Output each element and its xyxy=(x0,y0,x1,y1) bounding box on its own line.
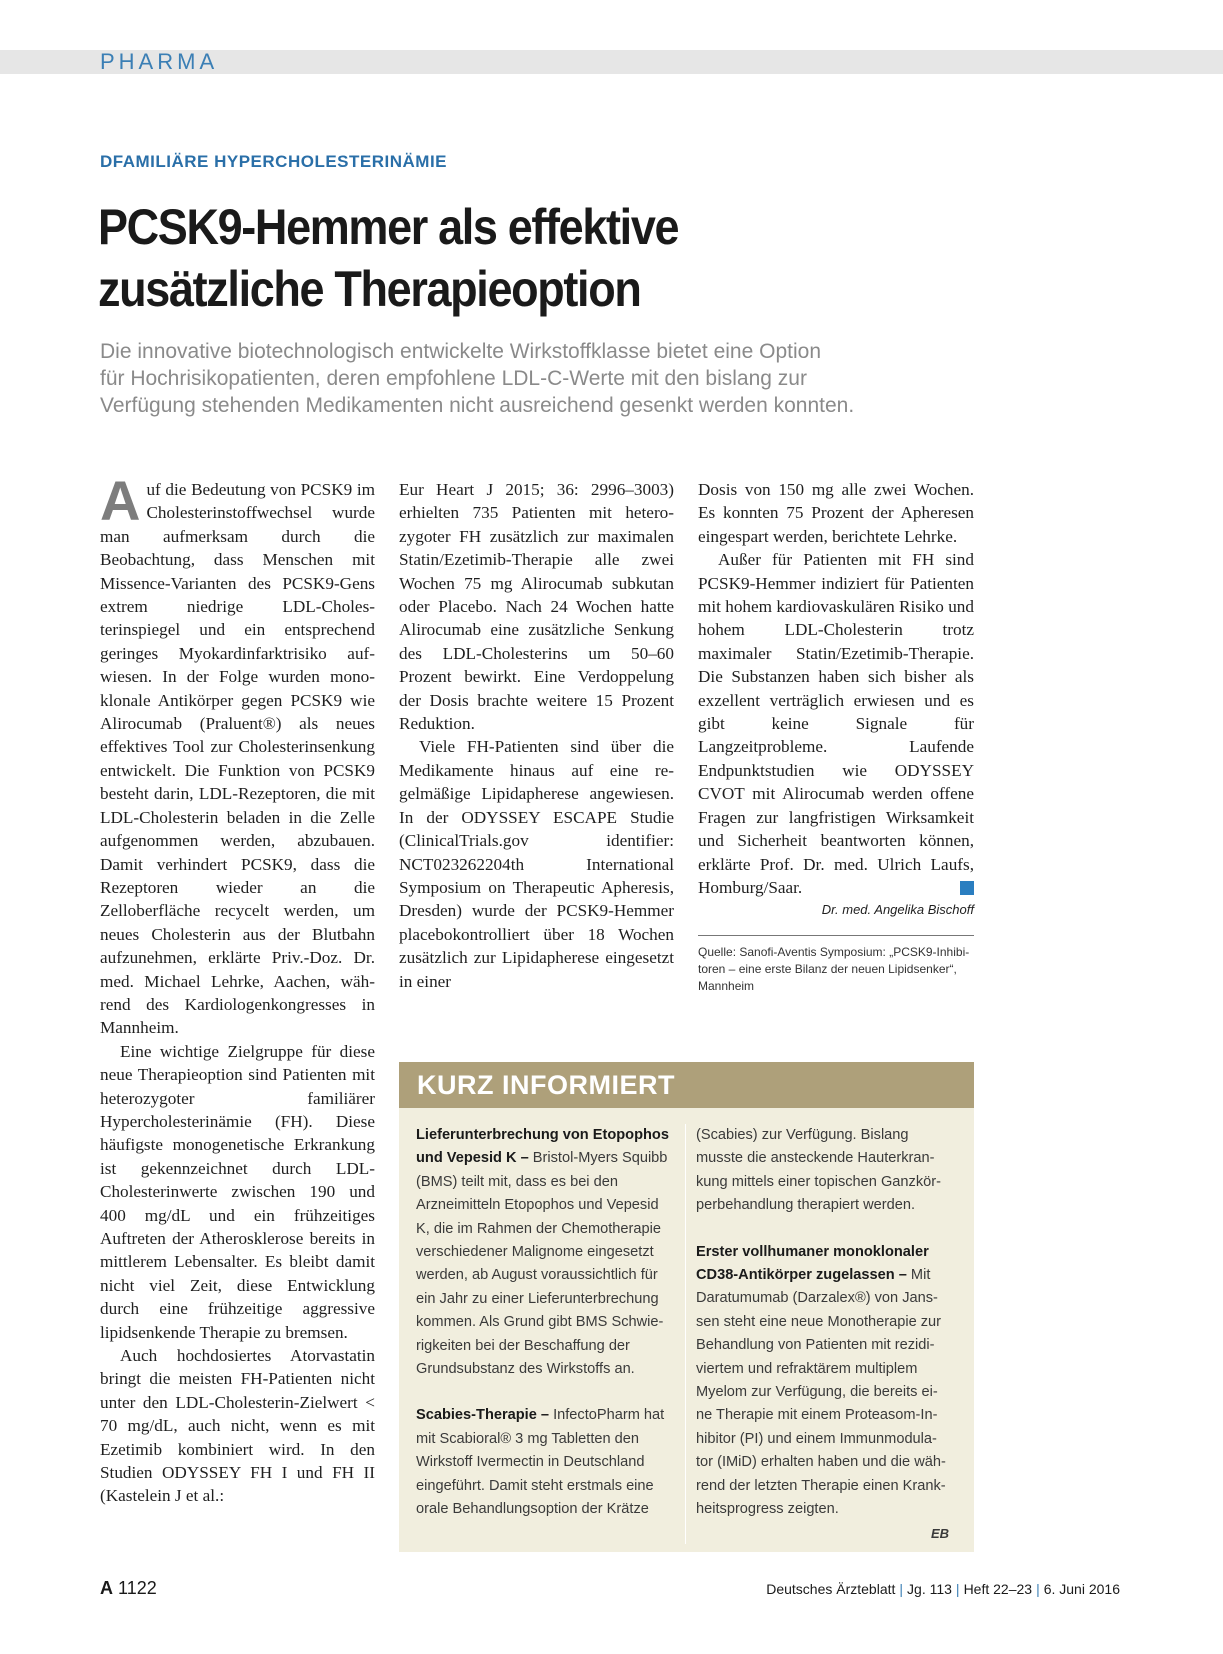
article-paragraph: Eine wichtige Zielgruppe für diese neue Therapieoption sind Patienten mit heterozygoter familiärer Hypercholesterinämie (FH). Diese häufigste monogenetische Erkrankung ist gekennzeichnet durch LDL-Cholesterinwerte zwischen 190 und 400 mg/dL und ein frühzeitiges Auftreten der Atherosklerose bereits in mittlerem Lebensalter. Es bleibt damit nicht viel Zeit, diese Entwicklung durch eine frühzeitige aggressive lipidsenkende Therapie zu bremsen. xyxy=(100,1041,375,1342)
news-item xyxy=(696,1241,949,1522)
article-source: Quelle: Sanofi-Aventis Symposium: „PCSK9-Inhibitoren – eine erste Bilanz der neuen Lipidsenker“, Mannheim xyxy=(698,945,970,994)
article-paragraph: Dosis von 150 mg alle zwei Wochen. Es konnten 75 Prozent der Apheresen eingespart werden, berichtete Lehrke. xyxy=(698,480,974,546)
paragraph-text: uf die Bedeutung von PCSK9 im Cholesterinstoffwechsel wurde man aufmerksam durch die Beobachtung, dass Menschen mit Missence-Varianten des PCSK9-Gens extrem niedrige LDL-Cholesterinspiegel und ein entsprechend geringes Myokardinfarktrisiko aufwiesen. In der Folge wurden monoklonale Antikörper gegen PCSK9 wie Alirocumab (Praluent®) als neues effektives Tool zur Cholesterinsenkung entwickelt. Die Funktion von PCSK9 besteht darin, LDL-Rezeptoren, die mit LDL-Cholesterin beladen in die Zelle aufgenommen werden, abzubauen. Damit verhindert PCSK9, dass die Rezeptoren wieder an die Zelloberfläche recycelt werden, um neues Cholesterin aus der Blutbahn aufzunehmen, erklärte Priv.-Doz. Dr. med. Michael Lehrke, Aachen, während des Kardiologenkongresses in Mannheim. xyxy=(100,480,375,1038)
news-item-title: Lieferunterbrechung von Etopophos und Vepesid K – xyxy=(416,1127,669,1167)
article-kicker: DFAMILIÄRE HYPERCHOLESTERINÄMIE xyxy=(100,152,448,171)
news-item-text: Mit Daratumumab (Darzalex®) von Janssen steht eine neue Monotherapie zur Behandlung von Patienten mit rezidiviertem und refraktärem multiplem Myelom zur Verfügung, die bereits eine Therapie mit einem Proteasom-Inhibitor (PI) und einem Immunmodulator (IMiD) erhalten haben und die während der letzten Therapie einen Krankheitsprogress zeigten. xyxy=(696,1267,946,1518)
kurz-informiert-box xyxy=(399,1062,974,1552)
news-item xyxy=(416,1404,669,1521)
page-number xyxy=(100,1578,157,1599)
lead-line: Verfügung stehenden Medikamenten nicht ausreichend gesenkt werden konnten. xyxy=(100,394,855,417)
article-column-3 xyxy=(698,478,974,995)
article-headline xyxy=(98,196,998,320)
journal-info xyxy=(766,1581,1120,1597)
journal-date: 6. Juni 2016 xyxy=(1043,1581,1120,1597)
kurz-column-1 xyxy=(416,1124,669,1545)
journal-name: Deutsches Ärzteblatt xyxy=(766,1581,896,1597)
kurz-column-divider xyxy=(685,1124,686,1544)
headline-line: zusätzliche Therapieoption xyxy=(98,261,641,317)
kurz-informiert-title: KURZ INFORMIERT xyxy=(399,1062,974,1108)
drop-cap: A xyxy=(100,469,141,532)
lead-line: für Hochrisikopatienten, deren empfohlene LDL-C-Werte mit den bislang zur xyxy=(100,367,807,390)
journal-volume: Jg. 113 xyxy=(907,1581,952,1597)
news-item-title: Erster vollhumaner monoklonaler CD38-Antikörper zugelassen – xyxy=(696,1243,929,1284)
page-number-value: 1122 xyxy=(118,1578,157,1598)
separator: | xyxy=(899,1581,904,1597)
page-prefix: A xyxy=(100,1578,113,1598)
news-item-text: Bristol-Myers Squibb (BMS) teilt mit, dass es bei den Arzneimitteln Etopophos und Vepesid K, die im Rahmen der Chemotherapie verschiedener Malignome eingesetzt werden, ab August voraussichtlich für ein Jahr zu einer Lieferunterbrechung kommen. Als Grund gibt BMS Schwierigkeiten bei der Beschaffung der Grundsubstanz des Wirkstoffs an. xyxy=(416,1150,668,1378)
article-paragraph: Eur Heart J 2015; 36: 2996–3003) erhielten 735 Patienten mit heterozygoter FH zusätzlich zur maximalen Statin/Ezetimib-Therapie alle zwei Wochen 75 mg Alirocumab subkutan oder Placebo. Nach 24 Wochen hatte Alirocumab eine zusätzliche Senkung des LDL-Cholesterins um 50–60 Prozent bewirkt. Eine Verdoppelung der Dosis brachte weitere 15 Prozent Reduktion. xyxy=(399,480,674,734)
headline-line: PCSK9-Hemmer als effektive xyxy=(98,199,679,255)
kurz-informiert-body xyxy=(399,1108,974,1552)
news-item-continued: (Scabies) zur Verfügung. Bislang musste die ansteckende Hauterkrankung mittels einer topischen Ganzkörperbehandlung therapiert werden. xyxy=(696,1127,941,1214)
article-column-2 xyxy=(399,478,674,993)
article-column-1 xyxy=(100,469,375,1508)
lead-line: Die innovative biotechnologisch entwickelte Wirkstoffklasse bietet eine Option xyxy=(100,340,821,363)
article-paragraph xyxy=(100,469,375,1040)
article-author: Dr. med. Angelika Bischoff xyxy=(821,902,974,918)
kurz-column-2 xyxy=(696,1124,949,1545)
separator: | xyxy=(1036,1581,1040,1597)
source-divider xyxy=(698,935,974,936)
news-item-text: InfectoPharm hat mit Scabioral® 3 mg Tabletten den Wirkstoff Ivermectin in Deutschland eingeführt. Damit steht erstmals eine orale Behandlungsoption der Krätze xyxy=(416,1407,665,1518)
separator: | xyxy=(955,1581,960,1597)
article-paragraph: Viele FH-Patienten sind über die Medikamente hinaus auf eine regelmäßige Lipidapherese angewiesen. In der ODYSSEY ESCAPE Studie (ClinicalTrials.gov identifier: NCT023262204th International Symposium on Therapeutic Apheresis, Dresden) wurde der PCSK9-Hemmer placebokontrolliert über 18 Wochen zusätzlich zur Lipidapherese eingesetzt in einer xyxy=(399,737,674,991)
kurz-signature: EB xyxy=(930,1525,949,1541)
journal-issue: Heft 22–23 xyxy=(963,1581,1033,1597)
news-item-title: Scabies-Therapie – xyxy=(416,1407,550,1424)
end-mark-icon xyxy=(960,881,974,895)
news-item xyxy=(416,1124,669,1381)
article-paragraph: Auch hochdosiertes Atorvastatin bringt die meisten FH-Patienten nicht unter den LDL-Cholesterin-Zielwert < 70 mg/dL, auch nicht, wenn es mit Ezetimib kombiniert wird. In den Studien ODYSSEY FH I und FH II (Kastelein J et al.: xyxy=(100,1346,375,1506)
article-paragraph xyxy=(698,548,974,899)
section-label: PHARMA xyxy=(100,49,219,74)
paragraph-text: Außer für Patienten mit FH sind PCSK9-Hemmer indiziert für Patienten mit hohem kardiovaskulären Risiko und hohem LDL-Cholesterin trotz maximaler Statin/Ezetimib-Therapie. Die Substanzen haben sich bisher als exzellent verträglich erwiesen und es gibt keine Signale für Langzeitprobleme. Laufende Endpunktstudien wie ODYSSEY CVOT mit Alirocumab werden offene Fragen zur langfristigen Wirksamkeit und Sicherheit beantworten können, erklärte Prof. Dr. med. Ulrich Laufs, Homburg/Saar. xyxy=(698,550,974,897)
article-lead xyxy=(100,338,980,419)
